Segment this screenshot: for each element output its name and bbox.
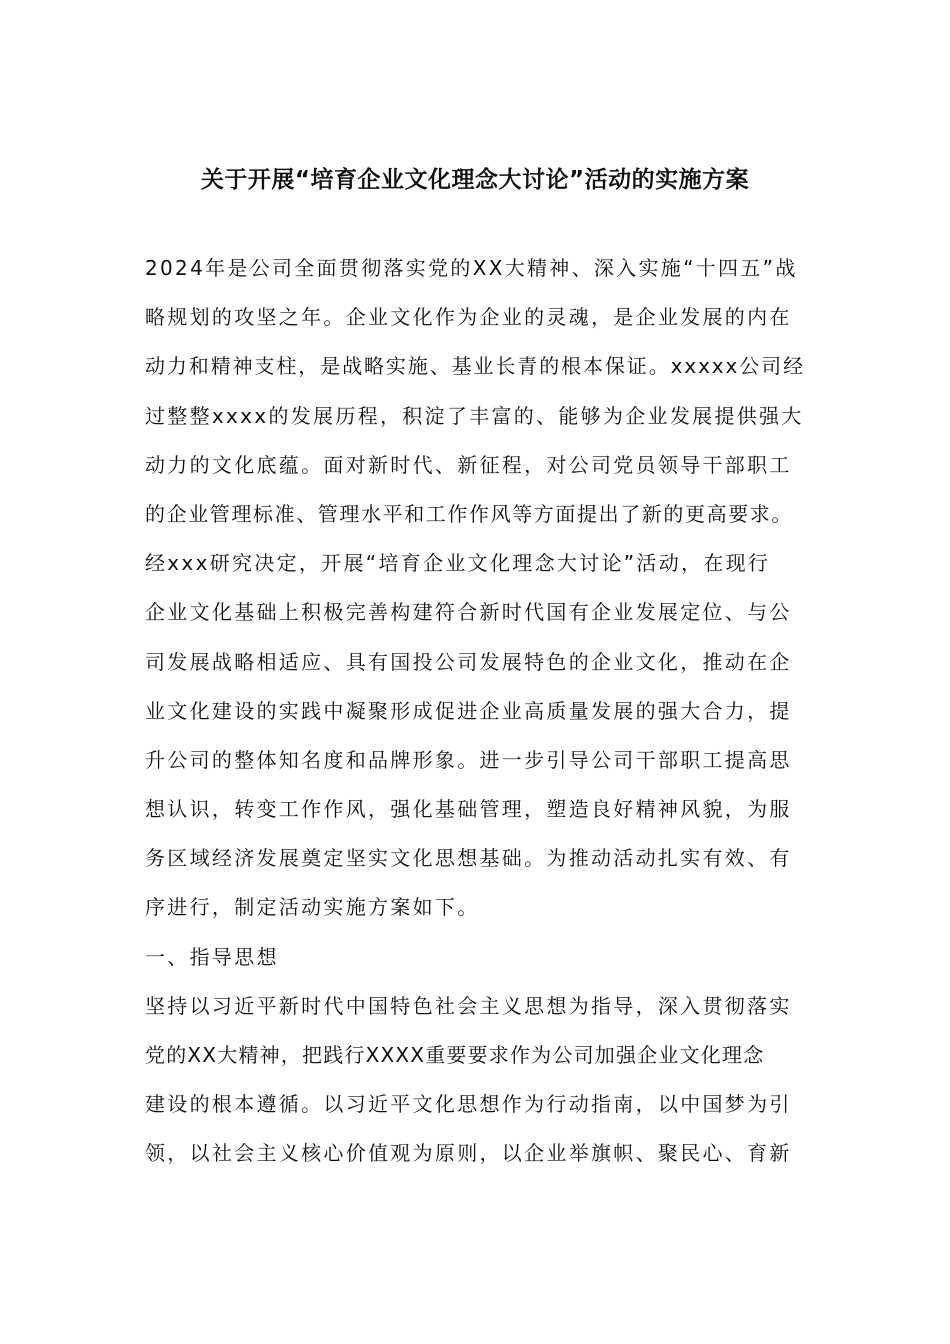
section-heading: 一、指导思想 [145,944,279,969]
body-line: 司发展战略相适应、具有国投公司发展特色的企业文化，推动在企 [145,649,792,674]
body-line: 务区域经济发展奠定坚实文化思想基础。为推动活动扎实有效、有 [145,846,792,871]
body-line: 领，以社会主义核心价值观为原则，以企业举旗帜、聚民心、育新 [145,1141,792,1166]
body-line: 略规划的攻坚之年。企业文化作为企业的灵魂，是企业发展的内在 [145,305,792,330]
body-line: 经xxx研究决定，开展“培育企业文化理念大讨论”活动，在现行 [145,551,771,576]
body-line: 动力的文化底蕴。面对新时代、新征程，对公司党员领导干部职工 [145,452,792,477]
body-line: 业文化建设的实践中凝聚形成促进企业高质量发展的强大合力，提 [145,698,792,723]
body-line: 过整整xxxx的发展历程，积淀了丰富的、能够为企业发展提供强大 [145,403,804,428]
body-line: 企业文化基础上积极完善构建符合新时代国有企业发展定位、与公 [145,600,792,625]
body-line: 想认识，转变工作作风，强化基础管理，塑造良好精神风貌，为服 [145,797,792,822]
body-line: 动力和精神支柱，是战略实施、基业长青的根本保证。xxxxx公司经 [145,354,805,379]
body-line: 建设的根本遵循。以习近平文化思想作为行动指南，以中国梦为引 [145,1092,792,1117]
body-line: 坚持以习近平新时代中国特色社会主义思想为指导，深入贯彻落实 [145,993,792,1018]
body-line: 升公司的整体知名度和品牌形象。进一步引导公司干部职工提高思 [145,747,792,772]
body-line: 的企业管理标准、管理水平和工作作风等方面提出了新的更高要求。 [145,501,793,526]
document-body [145,253,810,1188]
body-line: 2024年是公司全面贯彻落实党的XX大精神、深入实施“十四五”战 [145,256,798,280]
body-line: 党的XX大精神，把践行XXXX重要要求作为公司加强企业文化理念 [145,1043,765,1067]
document-title: 关于开展“培育企业文化理念大讨论”活动的实施方案 [200,167,750,193]
body-line: 序进行，制定活动实施方案如下。 [145,895,480,920]
